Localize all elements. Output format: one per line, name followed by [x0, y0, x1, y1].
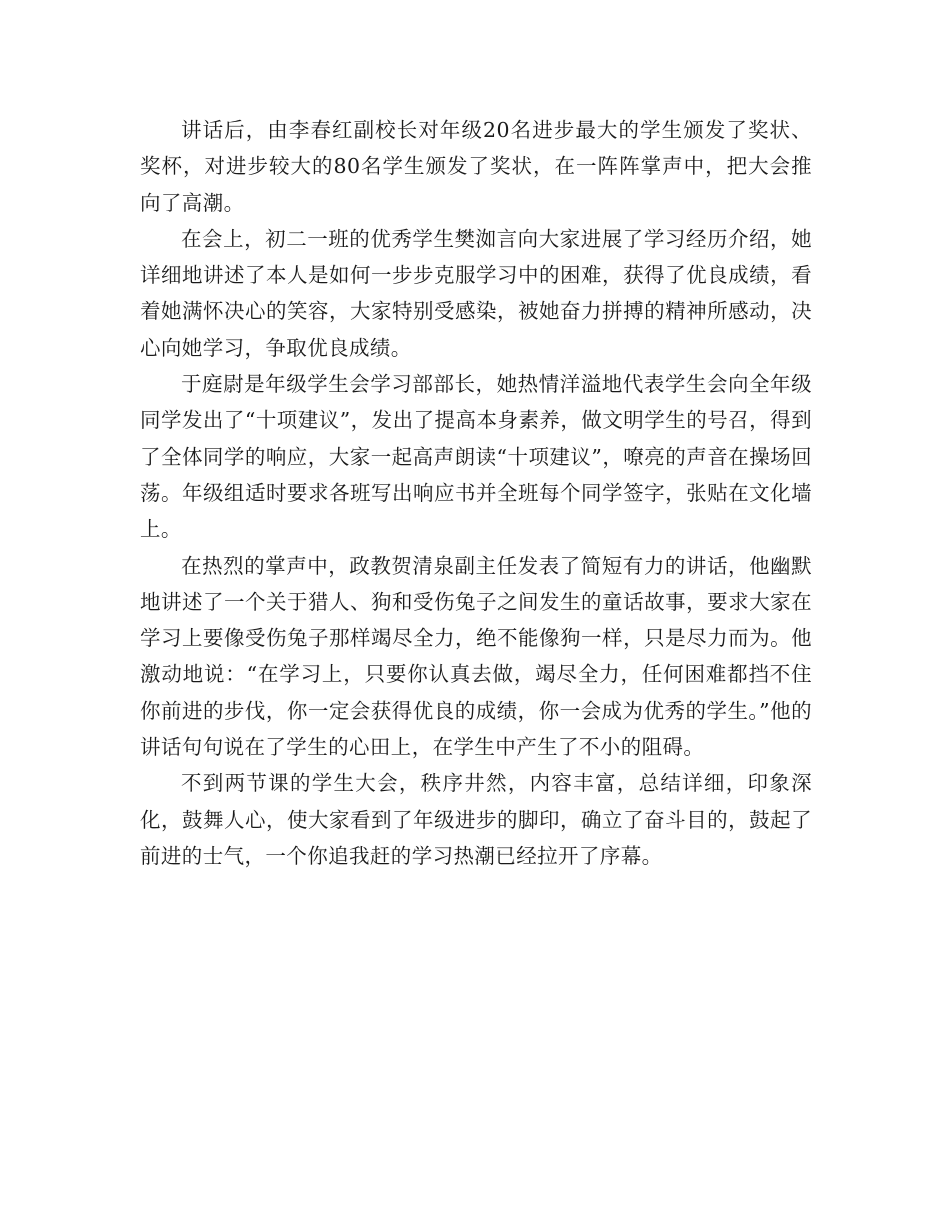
- paragraph-ten-suggestions: 于庭尉是年级学生会学习部部长，她热情洋溢地代表学生会向全年级同学发出了“十项建议”，发出了提高本身素养，做文明学生的号召，得到了全体同学的响应，大家一起高声朗读“十项建议”，嘹亮的声音在操场回荡。年级组适时要求各班写出响应书并全班每个同学签字，张贴在文化墙上。: [140, 372, 812, 542]
- paragraph-director-speech: 在热烈的掌声中，政教贺清泉副主任发表了简短有力的讲话，他幽默地讲述了一个关于猎人、狗和受伤兔子之间发生的童话故事，要求大家在学习上要像受伤兔子那样竭尽全力，绝不能像狗一样，只是尽力而为。他激动地说：“在学习上，只要你认真去做，竭尽全力，任何困难都挡不住你前进的步伐，你一定会获得优良的成绩，你一会成为优秀的学生。”他的讲话句句说在了学生的心田上，在学生中产生了不小的阻碍。: [140, 553, 812, 760]
- paragraph-conclusion: 不到两节课的学生大会，秩序井然，内容丰富，总结详细，印象深化，鼓舞人心，使大家看到了年级进步的脚印，确立了奋斗目的，鼓起了前进的士气，一个你追我赶的学习热潮已经拉开了序幕。: [140, 771, 812, 868]
- paragraph-student-experience: 在会上，初二一班的优秀学生樊洳言向大家进展了学习经历介绍，她详细地讲述了本人是如何一步步克服学习中的困难，获得了优良成绩，看着她满怀决心的笑容，大家特别受感染，被她奋力拼搏的精神所感动，决心向她学习，争取优良成绩。: [140, 226, 812, 360]
- document-body: [140, 112, 812, 874]
- paragraph-award-ceremony: 讲话后，由李春红副校长对年级20名进步最大的学生颁发了奖状、奖杯，对进步较大的80名学生颁发了奖状，在一阵阵掌声中，把大会推向了高潮。: [140, 118, 812, 215]
